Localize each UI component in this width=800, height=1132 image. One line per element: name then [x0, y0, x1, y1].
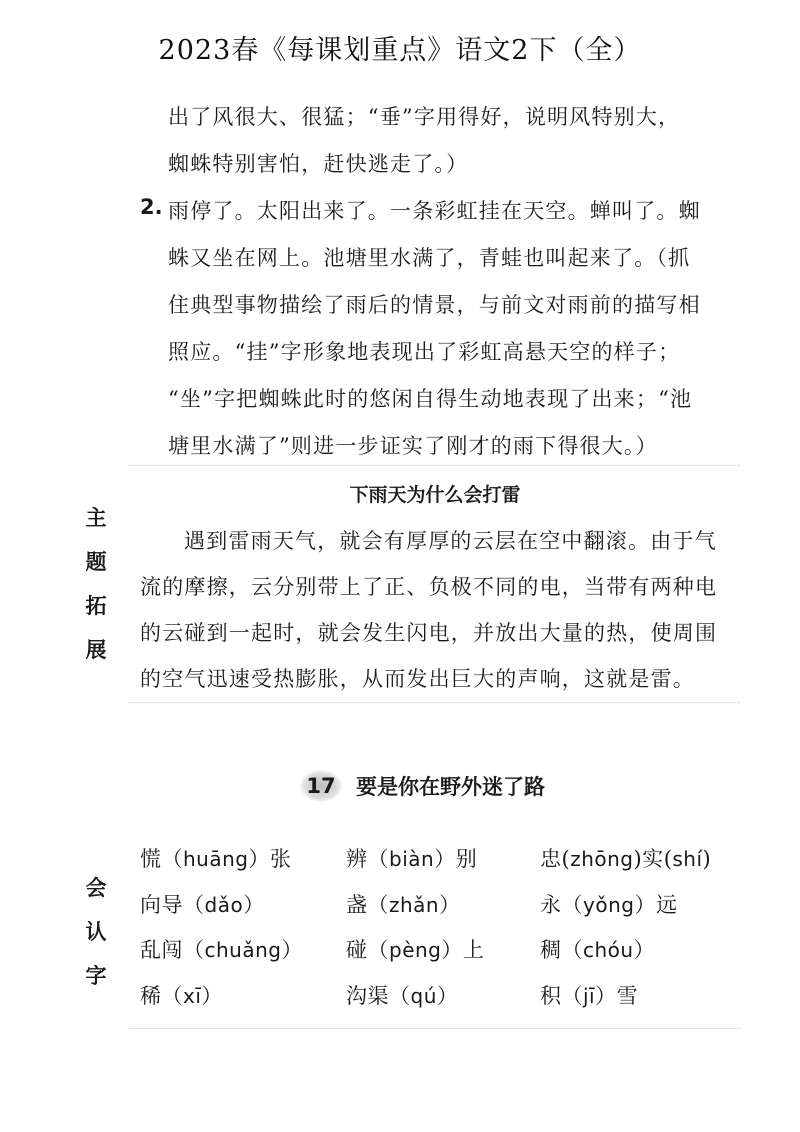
vocab-item: 盏（zhǎn）	[346, 893, 461, 917]
vocab-char: 远	[655, 893, 678, 917]
vocab-char: 辨	[346, 847, 368, 871]
vocab-pinyin: qú	[410, 984, 437, 1008]
section-divider-end	[130, 1028, 740, 1029]
side-label-char: 会	[85, 876, 107, 900]
vocab-char: 上	[462, 938, 485, 962]
vocab-pinyin: chóu	[583, 938, 634, 962]
lesson-title: 要是你在野外迷了路	[356, 775, 545, 799]
section-divider-top	[130, 465, 740, 466]
side-label-char: 拓	[85, 594, 107, 618]
lesson-heading	[300, 770, 545, 806]
vocab-char: 积	[540, 984, 562, 1008]
answer-2-line: “坐”字把蜘蛛此时的悠闲自得生动地表现了出来；“池	[168, 387, 693, 411]
vocab-char: 永	[540, 893, 562, 917]
vocab-char: 雪	[616, 984, 639, 1008]
vocab-char: 忠	[540, 847, 562, 871]
theme-expansion-label	[82, 496, 110, 672]
vocab-pinyin: yǒng	[583, 893, 635, 917]
vocab-pinyin: shí	[672, 847, 703, 871]
vocab-char: 沟渠	[346, 984, 389, 1008]
side-label-char: 字	[85, 964, 107, 988]
vocab-pinyin: jī	[583, 984, 596, 1008]
vocab-item: 慌（huāng）张	[140, 847, 292, 871]
vocab-pinyin: xī	[183, 984, 202, 1008]
answer-1-text	[168, 94, 748, 188]
vocab-pinyin: huāng	[183, 847, 249, 871]
vocab-item: 稠（chóu）	[540, 938, 656, 962]
side-label-char: 题	[85, 550, 107, 574]
vocab-pinyin: biàn	[389, 847, 435, 871]
vocab-char: 盏	[346, 893, 368, 917]
vocab-pinyin: chuǎng	[204, 938, 282, 962]
body-line: 遇到雷雨天气，就会有厚厚的云层在空中翻滚。由于气	[184, 529, 717, 553]
body-line: 流的摩擦，云分别带上了正、负极不同的电，当带有两种电	[140, 575, 718, 599]
vocab-char: 碰	[346, 938, 368, 962]
side-label-char: 展	[85, 638, 107, 662]
answer-1-line: 出了风很大、很猛；“垂”字用得好，说明风特别大，	[168, 105, 681, 129]
answer-2-line: 塘里水满了”则进一步证实了刚才的雨下得很大。）	[168, 434, 658, 458]
vocab-item: 碰（pèng）上	[346, 938, 485, 962]
vocab-char: 向导	[140, 893, 183, 917]
vocab-char: 实	[642, 847, 664, 871]
vocab-item: 积（jī）雪	[540, 984, 639, 1008]
body-line: 的空气迅速受热膨胀，从而发出巨大的声响，这就是雷。	[140, 667, 695, 691]
vocab-char: 慌	[140, 847, 162, 871]
vocab-char: 稠	[540, 938, 562, 962]
vocab-item: 稀（xī）	[140, 984, 223, 1008]
answer-2-line: 住典型事物描绘了雨后的情景，与前文对雨前的描写相	[168, 293, 701, 317]
vocab-char: 别	[455, 847, 478, 871]
vocab-item: 向导（dǎo）	[140, 893, 265, 917]
lesson-number-badge: 17	[300, 770, 342, 802]
vocab-char: 稀	[140, 984, 162, 1008]
vocab-pinyin: zhǎn	[389, 893, 440, 917]
side-label-char: 主	[85, 506, 107, 530]
theme-expansion-body	[140, 518, 740, 702]
vocab-item: 沟渠（qú）	[346, 984, 459, 1008]
vocab-pinyin: zhōng	[570, 847, 634, 871]
body-line: 的云碰到一起时，就会发生闪电，并放出大量的热，使周围	[140, 621, 718, 645]
vocab-char: 张	[269, 847, 292, 871]
answer-2-text	[168, 188, 748, 470]
theme-expansion-title: 下雨天为什么会打雷	[349, 484, 521, 506]
vocab-char: 乱闯	[140, 938, 183, 962]
section-divider-bottom	[130, 702, 740, 703]
answer-1-line: 蜘蛛特别害怕，赶快逃走了。）	[168, 152, 469, 176]
side-label-char: 认	[85, 920, 107, 944]
answer-2-line: 照应。“挂”字形象地表现出了彩虹高悬天空的样子；	[168, 340, 681, 364]
vocab-pinyin: dǎo	[204, 893, 244, 917]
vocab-item: 永（yǒng）远	[540, 893, 678, 917]
answer-2-line: 雨停了。太阳出来了。一条彩虹挂在天空。蝉叫了。蜘	[168, 199, 701, 223]
page-title: 2023春《每课划重点》语文2下（全）	[158, 35, 642, 66]
recognize-characters-label	[82, 866, 110, 998]
vocab-item: 乱闯（chuǎng）	[140, 938, 303, 962]
answer-2-line: 蛛又坐在网上。池塘里水满了，青蛙也叫起来了。（抓	[168, 246, 691, 270]
vocab-pinyin: pèng	[389, 938, 442, 962]
vocab-item: 忠(zhōng)实(shí)	[540, 847, 712, 871]
vocab-item: 辨（biàn）别	[346, 847, 478, 871]
answer-2-number: 2.	[140, 195, 163, 219]
